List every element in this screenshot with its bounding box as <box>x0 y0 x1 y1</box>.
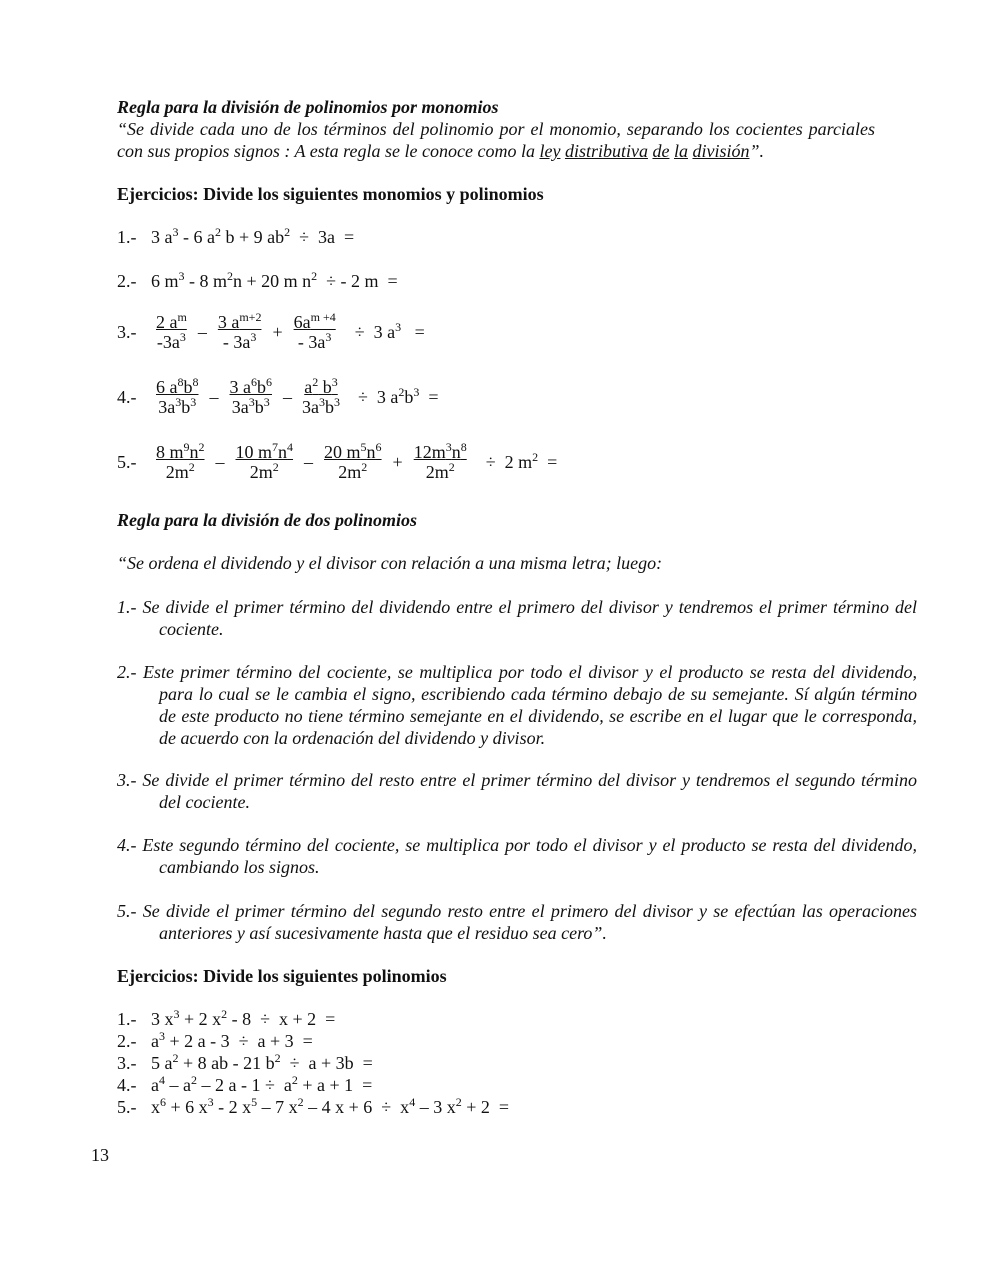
exercise-number: 2.- <box>117 1031 137 1051</box>
fraction: $\frac{8 m^9n^2}{2m^2}$ <box>156 440 205 482</box>
exercise-1-1: 1.- 3 $a^3 - 6$ $a^2$ b + 9 $ab^2 \div 3a$ = <box>117 225 355 247</box>
section-title-polynomial-division: Regla para la división de dos polinomios <box>117 510 418 530</box>
exercise-number: 3.- <box>117 322 137 342</box>
exercise-number: 2.- <box>117 271 137 291</box>
fraction: $\frac{3 a^{m+2}}{- 3a^3}$ <box>217 310 262 352</box>
exercise-2-4: 4.- $a^4 - a^2 - 2$ $a - 1 \div a^2 + a + 1$ = <box>117 1073 373 1095</box>
rule-intro: “Se ordena el dividendo y el divisor con relación a una misma letra; luego: <box>117 553 663 573</box>
exercise-2-2: 2.- $a^3 + 2$ a - 3 ÷ a + 3 = <box>117 1029 313 1051</box>
rule-word-division: división <box>692 141 750 161</box>
exercise-2-1: 1.- 3 $x^3 + 2$ $x^2 - 8 \div x + 2$ = <box>117 1007 336 1029</box>
section-title-monomial-division: Regla para la división de polinomios por monomios <box>117 97 499 117</box>
rule-text: “Se divide cada uno de los términos del polinomio por el monomio, separando los cocientes parciales con sus propios signos : A esta regla se le conoce como la <box>117 119 875 161</box>
fraction: $\frac{20 m^5n^6}{2m^2}$ <box>324 440 382 482</box>
exercise-number: 3.- <box>117 1053 137 1073</box>
exercise-number: 4.- <box>117 1075 137 1095</box>
exercise-2-5: 5.- $x^6 + 6$ $x^3 - 2$ $x^5 - 7$ $x^2 - 4$ $x + 6 \div x^4 - 3$ $x^2 + 2$ = <box>117 1095 509 1117</box>
exercise-1-4: 4.- $\frac{6 a^8b^8}{3a^3b^3}$ – $\frac{3 a^6b^6}{3a^3b^3}$ – $\frac{a^2 b^3}{3a^3b^3}$ ÷ 3 $a^2b^3$ = <box>117 375 439 417</box>
fraction: $\frac{12m^3n^8}{2m^2}$ <box>413 440 467 482</box>
rule-word-distributiva: distributiva <box>564 141 648 161</box>
exercise-2-3: 3.- 5 $a^2 + 8$ ab - 21 $b^2 \div a + 3b$ = <box>117 1051 373 1073</box>
exercise-number: 4.- <box>117 387 137 407</box>
step-3: 3.- Se divide el primer término del resto entre el primer término del divisor y tendremos el segundo término del cociente. <box>117 770 917 812</box>
exercises-title-1: Ejercicios: Divide los siguientes monomios y polinomios <box>117 184 544 204</box>
exercises-title-2: Ejercicios: Divide los siguientes polinomios <box>117 966 447 986</box>
rule-paragraph-monomial <box>117 118 875 162</box>
fraction: $\frac{2 a^m}{-3a^3}$ <box>156 310 187 352</box>
step-5: 5.- Se divide el primer término del segundo resto entre el primero del divisor y se efectúan las operaciones anteriores y así sucesivamente hasta que el residuo sea cero”. <box>117 901 917 943</box>
fraction: $\frac{6 a^8b^8}{3a^3b^3}$ <box>156 375 199 417</box>
step-2: 2.- Este primer término del cociente, se multiplica por todo el divisor y el producto se resta del dividendo, para lo cual se le cambia el signo, escribiendo cada término debajo de su semejante. Sí algún término de este producto no tiene término semejante en el dividendo, se escribe en el lugar que le corresponda, de acuerdo con la ordenación del dividendo y divisor. <box>117 662 917 748</box>
exercise-1-5: 5.- $\frac{8 m^9n^2}{2m^2}$ – $\frac{10 m^7n^4}{2m^2}$ – $\frac{20 m^5n^6}{2m^2}$ + $\frac{12m^3n^8}{2m^2}$ ÷ 2 $m^2$ = <box>117 440 558 482</box>
fraction: $\frac{6a^{m +4}}{- 3a^3}$ <box>293 310 336 352</box>
page-number: 13 <box>91 1145 109 1165</box>
fraction: $\frac{3 a^6b^6}{3a^3b^3}$ <box>229 375 272 417</box>
step-4: 4.- Este segundo término del cociente, se multiplica por todo el divisor y el producto se resta del dividendo, cambiando los signos. <box>117 835 917 877</box>
rule-word-ley: ley <box>539 141 561 161</box>
step-1: 1.- Se divide el primer término del dividendo entre el primero del divisor y tendremos el primer término del cociente. <box>117 597 917 639</box>
exercise-number: 1.- <box>117 227 137 247</box>
fraction: $\frac{a^2 b^3}{3a^3b^3}$ <box>302 375 340 417</box>
rule-end: ”. <box>749 141 764 161</box>
exercise-number: 5.- <box>117 1097 137 1117</box>
rule-word-la: la <box>673 141 688 161</box>
exercise-1-2: 2.- 6 $m^3 - 8$ $m^2n + 20$ m $n^2$ ÷ - 2 m = <box>117 269 398 291</box>
exercise-1-3: 3.- $\frac{2 a^m}{-3a^3}$ – $\frac{3 a^{m+2}}{- 3a^3}$ + $\frac{6a^{m +4}}{- 3a^3}$ ÷ 3 $a^3$ = <box>117 310 425 352</box>
rule-word-de: de <box>652 141 670 161</box>
exercise-number: 1.- <box>117 1009 137 1029</box>
fraction: $\frac{10 m^7n^4}{2m^2}$ <box>235 440 294 482</box>
exercise-number: 5.- <box>117 452 137 472</box>
